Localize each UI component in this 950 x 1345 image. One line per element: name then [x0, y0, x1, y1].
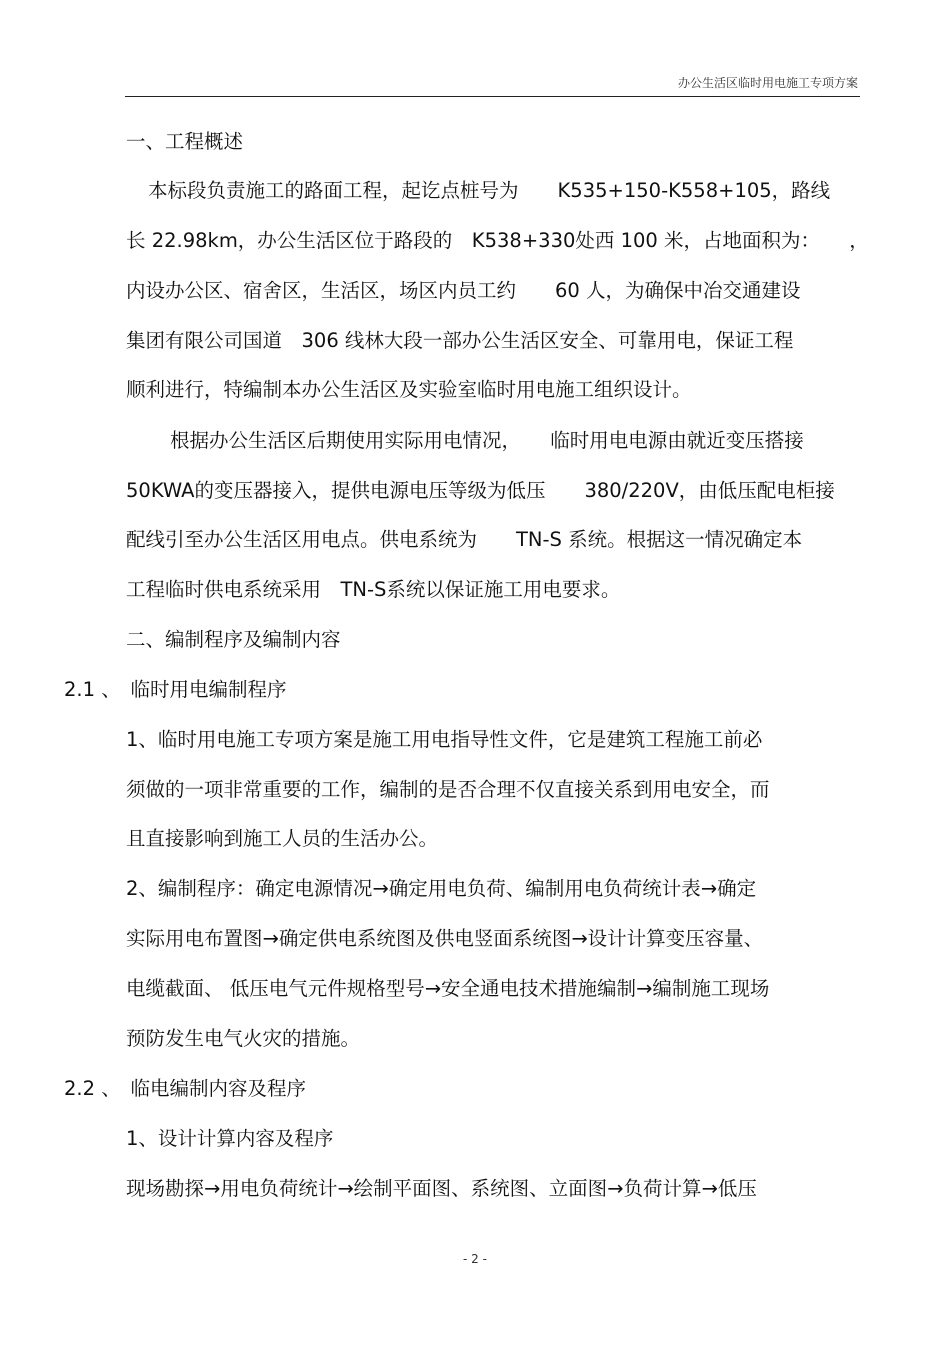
section-heading-procedure: 二、编制程序及编制内容 — [126, 628, 341, 651]
paragraph-line: 1、设计计算内容及程序 — [126, 1127, 334, 1150]
paragraph-line: 现场勘探→用电负荷统计→绘制平面图、系统图、立面图→负荷计算→低压 — [126, 1177, 757, 1200]
page-header-title: 办公生活区临时用电施工专项方案 — [677, 76, 858, 90]
paragraph-line: 集团有限公司国道 306 线林大段一部办公生活区安全、可靠用电，保证工程 — [126, 329, 794, 352]
paragraph-line: 长 22.98km，办公生活区位于路段的 K538+330处西 100 米，占地面积为： ， — [126, 229, 869, 252]
header-rule — [125, 96, 860, 97]
paragraph-line: 配线引至办公生活区用电点。供电系统为 TN-S 系统。根据这一情况确定本 — [126, 528, 803, 551]
paragraph-line: 50KWA的变压器接入，提供电源电压等级为低压 380/220V，由低压配电柜接 — [126, 479, 835, 502]
subsection-heading-2-2: 2.2 、 临电编制内容及程序 — [64, 1077, 306, 1100]
paragraph-line: 根据办公生活区后期使用实际用电情况， 临时用电电源由就近变压搭接 — [170, 429, 804, 452]
subsection-heading-2-1: 2.1 、 临时用电编制程序 — [64, 678, 287, 701]
page-number: - 2 - — [463, 1252, 487, 1266]
paragraph-line: 1、临时用电施工专项方案是施工用电指导性文件，它是建筑工程施工前必 — [126, 728, 763, 751]
paragraph-line: 且直接影响到施工人员的生活办公。 — [126, 827, 439, 850]
paragraph-line: 顺利进行，特编制本办公生活区及实验室临时用电施工组织设计。 — [126, 378, 692, 401]
paragraph-line: 须做的一项非常重要的工作，编制的是否合理不仅直接关系到用电安全，而 — [126, 778, 770, 801]
section-heading-overview: 一、工程概述 — [126, 130, 244, 153]
paragraph-line: 预防发生电气火灾的措施。 — [126, 1027, 361, 1050]
paragraph-line: 内设办公区、宿舍区，生活区，场区内员工约 60 人，为确保中冶交通建设 — [126, 279, 801, 302]
paragraph-line: 2、编制程序：确定电源情况→确定用电负荷、编制用电负荷统计表→确定 — [126, 877, 757, 900]
paragraph-line: 本标段负责施工的路面工程，起讫点桩号为 K535+150-K558+105，路线 — [148, 179, 831, 202]
paragraph-line: 电缆截面、 低压电气元件规格型号→安全通电技术措施编制→编制施工现场 — [126, 977, 770, 1000]
paragraph-line: 工程临时供电系统采用 TN-S系统以保证施工用电要求。 — [126, 578, 621, 601]
paragraph-line: 实际用电布置图→确定供电系统图及供电竖面系统图→设计计算变压容量、 — [126, 927, 764, 950]
